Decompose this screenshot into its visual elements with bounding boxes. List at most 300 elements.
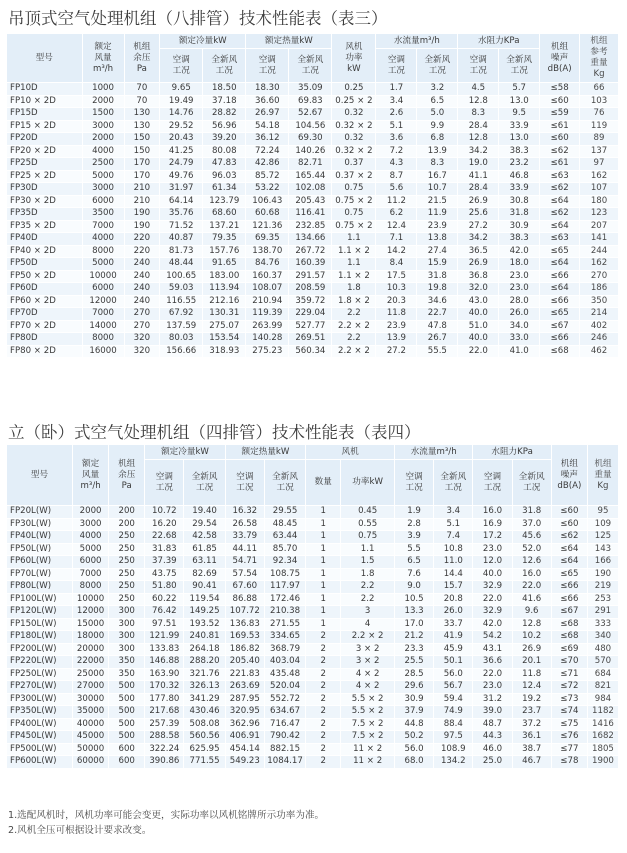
- header-fan-power: 功率kW: [341, 460, 395, 506]
- table-cell: 45.9: [434, 643, 473, 656]
- table-cell: 13.0: [499, 133, 540, 146]
- table-cell: 207: [580, 220, 619, 233]
- table-cell: 27.2: [458, 220, 499, 233]
- table-cell: 26.7: [417, 333, 458, 346]
- table-cell: 20.3: [376, 295, 417, 308]
- header-heating-ac: 空调 工况: [246, 49, 289, 83]
- table-cell: 6.8: [417, 133, 458, 146]
- table-cell: 33.79: [225, 531, 264, 544]
- cell-model: FP450L(W): [7, 731, 73, 744]
- table-cell: 322.24: [145, 743, 184, 756]
- table-cell: 320.95: [225, 706, 264, 719]
- table-cell: 25000: [73, 668, 109, 681]
- table-cell: 1: [306, 556, 341, 569]
- table-cell: 170: [124, 158, 160, 171]
- table-cell: 4 × 2: [341, 668, 395, 681]
- table-cell: 170: [124, 170, 160, 183]
- table-cell: 257.39: [145, 718, 184, 731]
- table-row: [7, 258, 619, 271]
- table-row: [7, 245, 619, 258]
- header-pressure: 机组 余压 Pa: [109, 445, 145, 506]
- table-cell: 3.4: [434, 506, 473, 519]
- table-cell: 2.2: [332, 308, 376, 321]
- table-cell: ≤60: [540, 133, 580, 146]
- cell-model: FP50D: [7, 258, 83, 271]
- table-cell: 60.22: [145, 593, 184, 606]
- table-cell: 35.09: [289, 83, 332, 96]
- table-cell: 79.35: [203, 233, 246, 246]
- table-cell: 25.6: [458, 208, 499, 221]
- table-cell: 31.2: [473, 693, 512, 706]
- table-cell: 25.0: [473, 756, 512, 769]
- cell-model: FP80L(W): [7, 581, 73, 594]
- table-cell: 26.9: [458, 258, 499, 271]
- note-2: 2.风机全压可根据设计要求改变。: [8, 825, 152, 836]
- table-cell: 137: [580, 145, 619, 158]
- table-row: [7, 345, 619, 358]
- table-cell: 267.72: [289, 245, 332, 258]
- table-cell: 107.72: [225, 606, 264, 619]
- table-cell: 26.97: [246, 108, 289, 121]
- table-cell: 165.44: [289, 170, 332, 183]
- table-cell: 240: [124, 283, 160, 296]
- table-cell: 2500: [82, 158, 124, 171]
- table-cell: 16.7: [417, 170, 458, 183]
- table-cell: 205.40: [225, 656, 264, 669]
- table-cell: 2000: [73, 506, 109, 519]
- table-row: [7, 618, 619, 631]
- table-cell: 33.9: [499, 183, 540, 196]
- table-cell: 42.0: [473, 618, 512, 631]
- table-cell: 2: [306, 656, 341, 669]
- table-row: [7, 631, 619, 644]
- table-cell: 28.0: [499, 295, 540, 308]
- table-cell: 57.54: [225, 568, 264, 581]
- table-cell: 69.30: [289, 133, 332, 146]
- table-cell: 12.6: [512, 556, 551, 569]
- table-row: [7, 518, 619, 531]
- header-heating-fresh: 全新风 工况: [264, 460, 305, 506]
- table-cell: 318.93: [203, 345, 246, 358]
- table-row: [7, 593, 619, 606]
- cell-model: FP70L(W): [7, 568, 73, 581]
- table-cell: 138.70: [246, 245, 289, 258]
- table-row: [7, 333, 619, 346]
- header-weight: 机组 重量 Kg: [587, 445, 618, 506]
- header-cooling-fresh: 全新风 工况: [184, 460, 225, 506]
- table-cell: 107: [580, 183, 619, 196]
- table-cell: 34.2: [458, 145, 499, 158]
- table-cell: 1.8: [332, 283, 376, 296]
- table-cell: 32.9: [473, 606, 512, 619]
- note-1: 1.选配风机时，风机功率可能会变更，实际功率以风机铭牌所示功率为准。: [8, 810, 325, 821]
- table-cell: 7000: [82, 308, 124, 321]
- table-cell: 18000: [73, 631, 109, 644]
- table-cell: 1.1 × 2: [332, 245, 376, 258]
- table-cell: 180: [580, 195, 619, 208]
- header-resistance-ac: 空调 工况: [458, 49, 499, 83]
- table-cell: ≤58: [540, 83, 580, 96]
- cell-model: FP150L(W): [7, 618, 73, 631]
- table-cell: 6000: [73, 556, 109, 569]
- table-cell: 48.7: [473, 718, 512, 731]
- table-cell: 200: [109, 506, 145, 519]
- table-cell: 36.6: [473, 656, 512, 669]
- table-cell: 81.73: [160, 245, 203, 258]
- table-cell: 163.90: [145, 668, 184, 681]
- table-cell: 1.8 × 2: [332, 295, 376, 308]
- table-cell: 4: [341, 618, 395, 631]
- table-cell: 5.5 × 2: [341, 706, 395, 719]
- table-cell: 119.39: [246, 308, 289, 321]
- table-cell: 133.83: [145, 643, 184, 656]
- table-cell: 21.5: [417, 195, 458, 208]
- table-cell: 26.9: [512, 643, 551, 656]
- table-cell: 31.97: [160, 183, 203, 196]
- table-cell: 27.2: [376, 345, 417, 358]
- table-cell: 31.8: [512, 506, 551, 519]
- table-cell: ≤64: [540, 283, 580, 296]
- table-cell: 320: [124, 345, 160, 358]
- header-fan: 风机: [306, 445, 395, 460]
- table-cell: 288.20: [184, 656, 225, 669]
- table-cell: 20000: [73, 643, 109, 656]
- table-cell: 42.0: [499, 245, 540, 258]
- table-cell: 160.37: [246, 270, 289, 283]
- table-cell: 300: [109, 631, 145, 644]
- table-cell: 26.0: [499, 308, 540, 321]
- cell-model: FP600L(W): [7, 756, 73, 769]
- table-cell: 210: [124, 195, 160, 208]
- table-cell: 29.54: [184, 518, 225, 531]
- table-cell: 2: [306, 706, 341, 719]
- table-cell: 2.2 × 2: [341, 631, 395, 644]
- table-cell: 334.65: [264, 631, 305, 644]
- table-cell: 97.51: [145, 618, 184, 631]
- table-cell: 271.55: [264, 618, 305, 631]
- table-row: [7, 83, 619, 96]
- table-row: [7, 543, 619, 556]
- table-cell: 35000: [73, 706, 109, 719]
- table-cell: 67.92: [160, 308, 203, 321]
- table-cell: 95: [587, 506, 618, 519]
- table-cell: 362.96: [225, 718, 264, 731]
- table-cell: 3500: [82, 208, 124, 221]
- table-cell: 63.44: [264, 531, 305, 544]
- table-cell: 300: [109, 606, 145, 619]
- table-cell: 68.60: [203, 208, 246, 221]
- table-cell: 69.83: [289, 95, 332, 108]
- table-cell: 153.54: [203, 333, 246, 346]
- table-cell: 288.58: [145, 731, 184, 744]
- table-cell: 15.9: [417, 258, 458, 271]
- table-cell: 51.0: [458, 320, 499, 333]
- table-cell: 0.25: [332, 83, 376, 96]
- table-cell: 1: [306, 506, 341, 519]
- table-cell: 570: [587, 656, 618, 669]
- table-cell: 190: [124, 220, 160, 233]
- table-cell: 109: [587, 518, 618, 531]
- table-cell: 246: [580, 333, 619, 346]
- table-row: [7, 718, 619, 731]
- header-water-flow: 水流量m³/h: [376, 34, 458, 49]
- table-cell: 500: [109, 693, 145, 706]
- table-cell: 1: [306, 543, 341, 556]
- table-cell: 634.67: [264, 706, 305, 719]
- table-cell: 61.34: [203, 183, 246, 196]
- table-cell: 32.0: [458, 283, 499, 296]
- table-cell: 23.7: [512, 706, 551, 719]
- table-cell: 47.83: [203, 158, 246, 171]
- table-cell: 82.69: [184, 568, 225, 581]
- table-cell: 2: [306, 631, 341, 644]
- table-cell: 137.21: [203, 220, 246, 233]
- table-cell: 9.5: [499, 108, 540, 121]
- table-cell: 46.7: [512, 756, 551, 769]
- header-water-flow: 水流量m³/h: [394, 445, 472, 460]
- table-cell: 160.39: [289, 258, 332, 271]
- header-cooling-fresh: 全新风 工况: [203, 49, 246, 83]
- table-cell: 11.9: [417, 208, 458, 221]
- table-cell: ≤77: [551, 743, 587, 756]
- table-row: [7, 233, 619, 246]
- table-cell: 250: [109, 593, 145, 606]
- cell-model: FP80D: [7, 333, 83, 346]
- table-cell: 244: [580, 245, 619, 258]
- header-resistance-ac: 空调 工况: [473, 460, 512, 506]
- table-cell: 8.3: [458, 108, 499, 121]
- table-cell: 300: [109, 618, 145, 631]
- table-cell: 359.72: [289, 295, 332, 308]
- table-cell: 2000: [82, 95, 124, 108]
- table-cell: 11.8: [376, 308, 417, 321]
- table-cell: 28.4: [458, 183, 499, 196]
- table-cell: 220: [124, 245, 160, 258]
- table-cell: 23.0: [499, 270, 540, 283]
- cell-model: FP50L(W): [7, 543, 73, 556]
- table-cell: 50.1: [434, 656, 473, 669]
- table-cell: 0.32 × 2: [332, 145, 376, 158]
- table-cell: 2.8: [394, 518, 433, 531]
- table-cell: 403.04: [264, 656, 305, 669]
- table-cell: 40000: [73, 718, 109, 731]
- table-cell: 169.53: [225, 631, 264, 644]
- header-heating: 额定热量kW: [225, 445, 305, 460]
- table-cell: 22.7: [417, 308, 458, 321]
- table-cell: 232.85: [289, 220, 332, 233]
- cell-model: FP70D: [7, 308, 83, 321]
- table-cell: ≤66: [540, 333, 580, 346]
- table-cell: 56.0: [394, 743, 433, 756]
- table-cell: ≤66: [540, 295, 580, 308]
- table-cell: 96.03: [203, 170, 246, 183]
- table-cell: ≤63: [540, 170, 580, 183]
- table-row: [7, 706, 619, 719]
- table-cell: ≤65: [540, 308, 580, 321]
- table-cell: 45.6: [512, 531, 551, 544]
- table-cell: 625.95: [184, 743, 225, 756]
- table-cell: ≤64: [551, 543, 587, 556]
- cell-model: FP30D: [7, 183, 83, 196]
- table-cell: 55.5: [417, 345, 458, 358]
- table-cell: 22000: [73, 656, 109, 669]
- table-cell: 2: [306, 693, 341, 706]
- table-cell: 125: [587, 531, 618, 544]
- cell-model: FP400L(W): [7, 718, 73, 731]
- table-cell: 54.2: [473, 631, 512, 644]
- table-cell: 177.80: [145, 693, 184, 706]
- table-cell: 270: [580, 270, 619, 283]
- table-row: [7, 95, 619, 108]
- table-cell: ≤64: [551, 556, 587, 569]
- table-cell: 52.0: [512, 543, 551, 556]
- table-cell: 28.82: [203, 108, 246, 121]
- table-cell: 1: [306, 618, 341, 631]
- table-cell: ≤75: [551, 718, 587, 731]
- table-cell: 17.0: [394, 618, 433, 631]
- table-cell: 326.13: [184, 681, 225, 694]
- table-cell: 560.56: [184, 731, 225, 744]
- table-cell: 291.57: [289, 270, 332, 283]
- cell-model: FP35 × 2D: [7, 220, 83, 233]
- table-row: [7, 220, 619, 233]
- table-cell: 771.55: [184, 756, 225, 769]
- cell-model: FP220L(W): [7, 656, 73, 669]
- table-cell: 20.8: [434, 593, 473, 606]
- table-cell: 7000: [82, 220, 124, 233]
- table-cell: 61.85: [184, 543, 225, 556]
- table-cell: 170.32: [145, 681, 184, 694]
- table-cell: 2.2: [341, 581, 395, 594]
- cell-model: FP30L(W): [7, 518, 73, 531]
- table-cell: 66: [580, 83, 619, 96]
- header-fan-power: 风机 功率 kW: [332, 34, 376, 83]
- table-cell: ≤60: [540, 95, 580, 108]
- table-cell: 27.4: [417, 245, 458, 258]
- table-cell: 9.6: [512, 606, 551, 619]
- table-cell: 146.88: [145, 656, 184, 669]
- table-cell: 16000: [82, 345, 124, 358]
- table-cell: 0.75 × 2: [332, 195, 376, 208]
- table-cell: 1: [306, 581, 341, 594]
- table-cell: 10.7: [417, 183, 458, 196]
- table-cell: 264.18: [184, 643, 225, 656]
- table-cell: 1.1 × 2: [332, 270, 376, 283]
- table-cell: 22.0: [512, 581, 551, 594]
- table-cell: 11 × 2: [341, 743, 395, 756]
- table-cell: 2: [306, 668, 341, 681]
- table-cell: 250: [109, 556, 145, 569]
- table-cell: 123.79: [203, 195, 246, 208]
- table-cell: 600: [109, 756, 145, 769]
- table-cell: 0.75 × 2: [332, 220, 376, 233]
- table-cell: 140.26: [289, 145, 332, 158]
- table-cell: 12.8: [458, 95, 499, 108]
- table-cell: ≤59: [540, 108, 580, 121]
- table-cell: 36.60: [246, 95, 289, 108]
- table-cell: 30.9: [394, 693, 433, 706]
- table-cell: 141: [580, 233, 619, 246]
- table-cell: 30.9: [499, 220, 540, 233]
- cell-model: FP40 × 2D: [7, 245, 83, 258]
- table-cell: 2000: [82, 133, 124, 146]
- table-cell: 1.9: [394, 506, 433, 519]
- table-cell: 41.0: [499, 345, 540, 358]
- table-cell: 60000: [73, 756, 109, 769]
- table-row: [7, 606, 619, 619]
- cell-model: FP120L(W): [7, 606, 73, 619]
- table-cell: 1182: [587, 706, 618, 719]
- table-cell: 43.0: [458, 295, 499, 308]
- table-cell: 508.08: [184, 718, 225, 731]
- table-cell: 23.2: [499, 158, 540, 171]
- table-cell: 3: [341, 606, 395, 619]
- table-cell: 43.1: [473, 643, 512, 656]
- table-cell: ≤64: [540, 258, 580, 271]
- table-row: [7, 643, 619, 656]
- table-cell: 22.0: [458, 345, 499, 358]
- header-flow-ac: 空调 工况: [376, 49, 417, 83]
- table-cell: 263.99: [246, 320, 289, 333]
- table-cell: 49.76: [160, 170, 203, 183]
- table-cell: 28.4: [458, 120, 499, 133]
- table-cell: 240.81: [184, 631, 225, 644]
- table-cell: 70: [124, 95, 160, 108]
- table-cell: 38.3: [499, 145, 540, 158]
- table-row: [7, 208, 619, 221]
- table-cell: 10000: [82, 270, 124, 283]
- table-cell: 4.5: [458, 83, 499, 96]
- table-cell: 13.9: [417, 145, 458, 158]
- table-cell: 480: [587, 643, 618, 656]
- table-cell: 32.9: [473, 581, 512, 594]
- table-cell: 9.0: [394, 581, 433, 594]
- header-noise: 机组 噪声 dB(A): [540, 34, 580, 83]
- table-cell: 269.51: [289, 333, 332, 346]
- table-cell: 10.3: [376, 283, 417, 296]
- table-cell: 1: [306, 568, 341, 581]
- table-cell: 500: [109, 731, 145, 744]
- table-cell: 263.69: [225, 681, 264, 694]
- table-cell: 210.94: [246, 295, 289, 308]
- table-cell: 134.2: [434, 756, 473, 769]
- table-cell: 37.0: [512, 518, 551, 531]
- table-cell: 1805: [587, 743, 618, 756]
- table-cell: 9.9: [417, 120, 458, 133]
- table-cell: ≤78: [551, 756, 587, 769]
- table-cell: 44.8: [394, 718, 433, 731]
- table-cell: 140.28: [246, 333, 289, 346]
- table-cell: 0.75: [332, 208, 376, 221]
- table-cell: 300: [109, 643, 145, 656]
- table2-title: 立（卧）式空气处理机组（四排管）技术性能表（表四）: [8, 423, 421, 442]
- table-cell: 3000: [73, 518, 109, 531]
- table-cell: 102.08: [289, 183, 332, 196]
- table-cell: ≤60: [551, 518, 587, 531]
- table-cell: 186: [580, 283, 619, 296]
- table-cell: 9.65: [160, 83, 203, 96]
- table-row: [7, 108, 619, 121]
- table-cell: 17.5: [376, 270, 417, 283]
- table-cell: 20.1: [512, 656, 551, 669]
- header-flow-fresh: 全新风 工况: [434, 460, 473, 506]
- table-row: [7, 681, 619, 694]
- table-cell: 117.97: [264, 581, 305, 594]
- table-cell: 56.96: [203, 120, 246, 133]
- table-cell: 60.68: [246, 208, 289, 221]
- table-cell: 402: [580, 320, 619, 333]
- table-cell: 70: [124, 83, 160, 96]
